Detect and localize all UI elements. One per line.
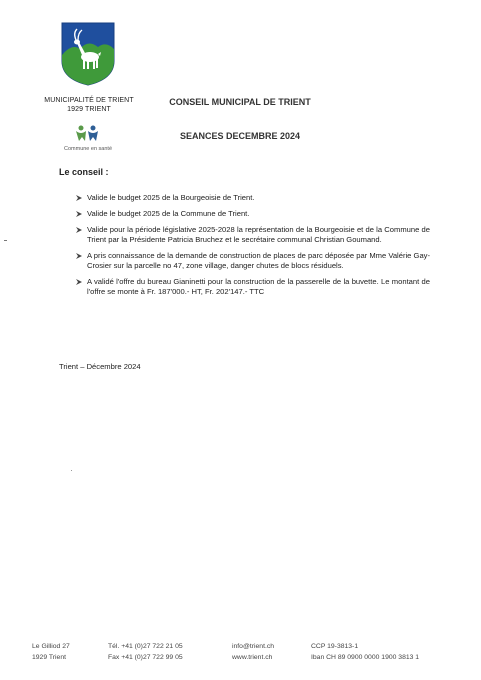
margin-mark <box>4 240 7 241</box>
commune-en-sante-logo-icon <box>73 123 101 145</box>
list-item <box>75 193 430 203</box>
municipality-name <box>34 96 144 114</box>
list-item-text: A validé l'offre du bureau Gianinetti pour la construction de la passerelle de la buvette. Le montant de l'offre se monte à Fr. 187'000.- HT, Fr. 202'147.- TTC <box>87 277 430 296</box>
footer-bank <box>311 641 419 663</box>
footer-iban: Iban CH 89 0900 0000 1900 3813 1 <box>311 654 420 661</box>
municipality-crest-icon <box>60 21 116 87</box>
list-item-text: Valide pour la période législative 2025-2028 la représentation de la Bourgeoisie et de la Commune de Trient par la Présidente Patricia Bruchez et le secrétaire communal Christian Goumand. <box>87 225 430 244</box>
list-item-text: Valide le budget 2025 de la Commune de Trient. <box>87 209 250 218</box>
arrow-bullet-icon <box>75 194 83 202</box>
document-date: Trient – Décembre 2024 <box>59 362 141 371</box>
arrow-bullet-icon <box>75 210 83 218</box>
footer-address <box>32 641 70 663</box>
page-title: CONSEIL MUNICIPAL DE TRIENT <box>169 97 311 107</box>
municipality-line2: 1929 TRIENT <box>67 106 111 113</box>
section-heading: Le conseil : <box>59 167 109 177</box>
footer-address-line2: 1929 Trient <box>32 654 67 661</box>
arrow-bullet-icon <box>75 252 83 260</box>
arrow-bullet-icon <box>75 278 83 286</box>
footer-fax-number: Fax +41 (0)27 722 99 05 <box>108 654 183 661</box>
list-item <box>75 225 430 245</box>
commune-en-sante-label: Commune en santé <box>64 146 112 152</box>
list-item <box>75 209 430 219</box>
decision-list <box>75 193 430 303</box>
footer-address-line1: Le Gilliod 27 <box>32 643 70 650</box>
scan-dot <box>71 470 72 471</box>
list-item <box>75 277 430 297</box>
list-item <box>75 251 430 271</box>
arrow-bullet-icon <box>75 226 83 234</box>
footer-contact <box>232 641 274 663</box>
municipality-line1: MUNICIPALITÉ DE TRIENT <box>44 97 134 104</box>
footer-phone-number: Tél. +41 (0)27 722 21 05 <box>108 643 183 650</box>
footer-website: www.trient.ch <box>232 654 273 661</box>
list-item-text: A pris connaissance de la demande de construction de places de parc déposée par Mme Valérie Gay-Crosier sur la parcelle no 47, zone village, danger chutes de blocs résiduels. <box>87 251 430 270</box>
page-subtitle: SEANCES DECEMBRE 2024 <box>179 131 301 141</box>
footer-phone <box>108 641 183 663</box>
footer-email: info@trient.ch <box>232 643 275 650</box>
footer-ccp: CCP 19-3813-1 <box>311 643 359 650</box>
list-item-text: Valide le budget 2025 de la Bourgeoisie de Trient. <box>87 193 255 202</box>
